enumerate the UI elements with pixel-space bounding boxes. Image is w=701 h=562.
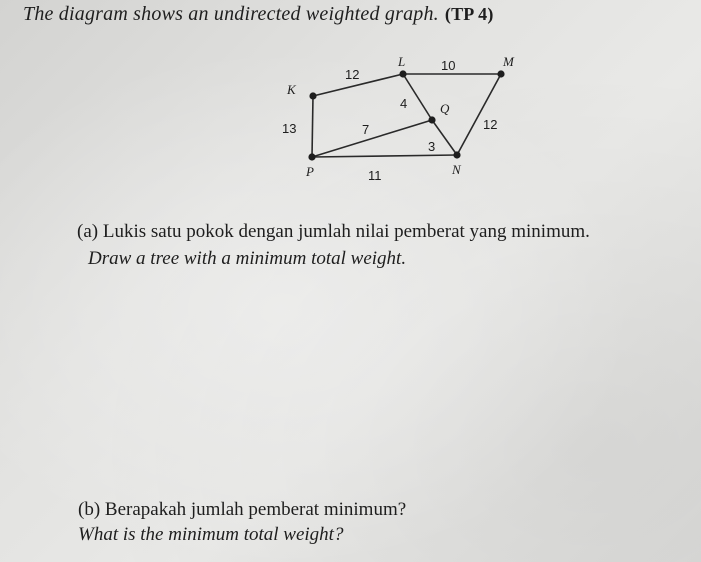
edge-m-n [457,74,501,155]
edge-weight-q-n: 3 [428,139,436,154]
question-b-english: What is the minimum total weight? [78,524,344,545]
question-b-malay: (b) Berapakah jumlah pemberat minimum? [78,499,407,520]
vertex-label-q: Q [440,101,450,116]
edge-weight-k-l: 12 [345,67,360,82]
edge-p-q [312,120,432,157]
edge-l-q [403,74,432,120]
graph-edges [312,74,501,157]
heading-text: The diagram shows an undirected weighted graph. [23,3,439,25]
edge-p-n [312,155,457,157]
weighted-graph-diagram [0,0,701,200]
vertex-n [453,151,460,158]
vertex-l [399,70,406,77]
vertex-k [309,92,316,99]
edge-q-n [432,120,457,155]
graph-vertices [308,70,504,160]
edge-weight-l-q: 4 [400,96,408,111]
edge-weight-l-m: 10 [441,58,456,73]
edge-weight-k-p: 13 [282,121,297,136]
edge-k-p [312,96,313,157]
vertex-label-k: K [287,82,296,97]
vertex-label-n: N [452,162,461,177]
edge-weight-m-n: 12 [483,117,498,132]
vertex-label-m: M [503,54,514,69]
heading-tag: (TP 4) [444,4,494,24]
question-a-english: Draw a tree with a minimum total weight. [88,248,407,269]
vertex-q [428,116,435,123]
vertex-m [497,70,504,77]
edge-weight-p-n: 11 [368,168,382,183]
vertex-label-l: L [398,54,406,69]
vertex-p [308,153,315,160]
question-a-malay: (a) Lukis satu pokok dengan jumlah nilai pemberat yang minimum. [77,221,590,242]
vertex-label-p: P [306,164,314,179]
edge-weight-p-q: 7 [362,122,370,137]
